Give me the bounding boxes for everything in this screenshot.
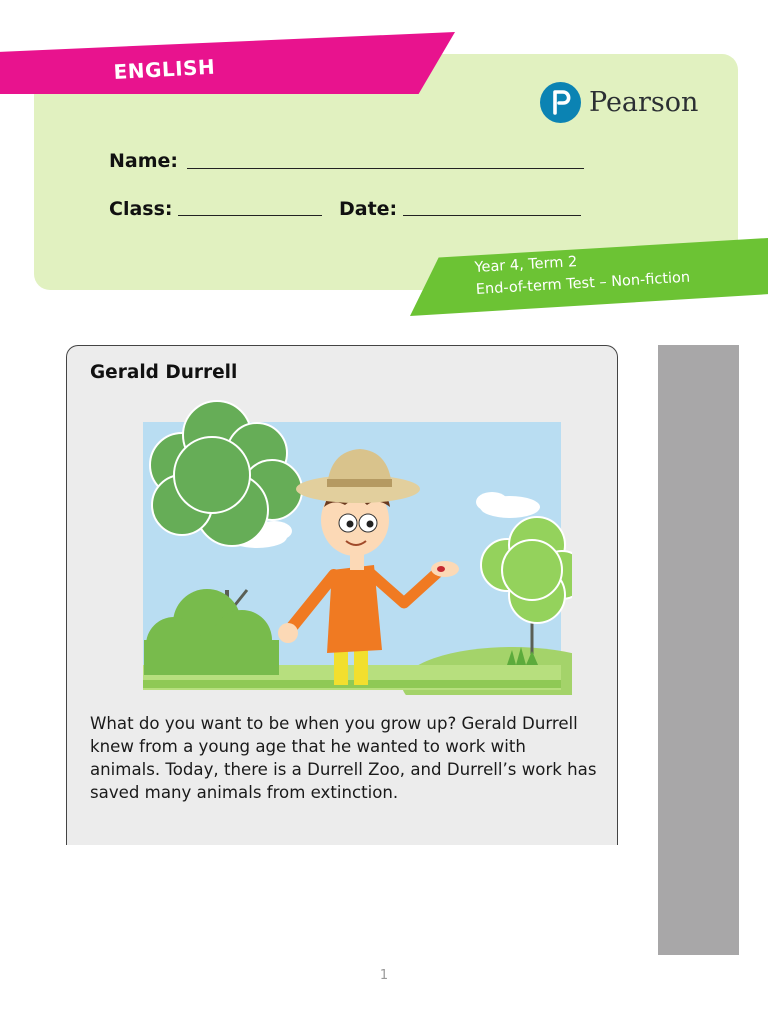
term-line-1: Year 4, Term 2 <box>474 254 578 276</box>
class-field[interactable] <box>178 215 322 216</box>
story-body: What do you want to be when you grow up? Gerald Durrell knew from a young age that he wanted to work with animals. Today, there is a Durrell Zoo, and Durrell’s work has saved many animals from extinction. <box>90 714 597 802</box>
publisher-logo <box>540 82 698 123</box>
class-label: Class: <box>109 198 173 220</box>
date-label: Date: <box>339 198 398 220</box>
term-line-2: End-of-term Test – Non-fiction <box>475 269 691 298</box>
name-field[interactable] <box>187 168 584 169</box>
name-label: Name: <box>109 150 179 172</box>
page-number: 1 <box>379 968 389 983</box>
publisher-name: Pearson <box>589 87 699 118</box>
story-title: Gerald Durrell <box>90 362 238 383</box>
date-field[interactable] <box>403 215 581 216</box>
subject-banner <box>0 32 455 94</box>
side-margin-bar <box>658 345 739 955</box>
subject-label: ENGLISH <box>113 54 216 84</box>
boy-with-ladybird-illustration <box>112 395 572 695</box>
pearson-p-icon <box>540 82 581 123</box>
